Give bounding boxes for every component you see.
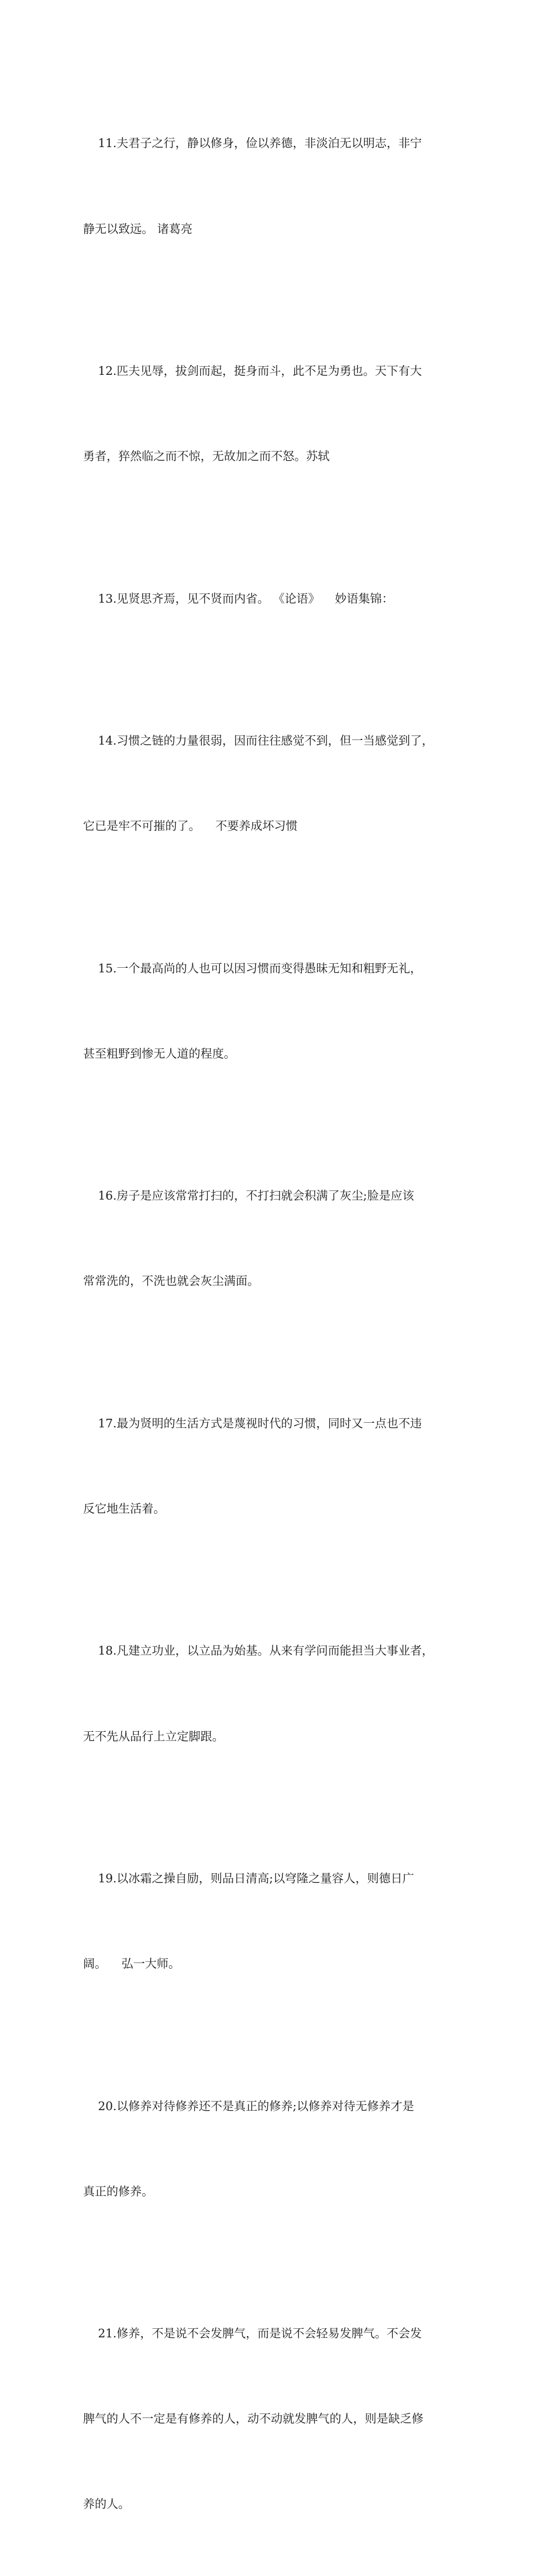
text-line: 脾气的人不一定是有修养的人，动不动就发脾气的人，则是缺乏修 <box>83 2412 424 2426</box>
paragraph-11 <box>83 73 468 300</box>
text-line: 它已是牢不可摧的了。 不要养成坏习惯 <box>83 819 298 833</box>
text-line: 16.房子是应该常常打扫的，不打扫就会积满了灰尘;脸是应该 <box>83 1189 415 1203</box>
text-line: 勇者，猝然临之而不惊，无故加之而不怒。苏轼 <box>83 449 330 464</box>
text-line: 反它地生活着。 <box>83 1501 165 1515</box>
text-line: 静无以致远。 诸葛亮 <box>83 221 193 236</box>
paragraph-16 <box>83 1125 468 1353</box>
text-line: 14.习惯之链的力量很弱，因而往往感觉不到，但一当感觉到了， <box>83 734 434 748</box>
paragraph-12 <box>83 300 468 528</box>
text-line: 11.夫君子之行，静以修身，俭以养德，非淡泊无以明志，非宁 <box>83 136 422 151</box>
text-line: 甚至粗野到惨无人道的程度。 <box>83 1046 236 1061</box>
paragraph-20 <box>83 2035 468 2263</box>
text-line: 阔。 弘一大师。 <box>83 1957 180 1971</box>
paragraph-21 <box>83 2263 468 2576</box>
document-body <box>83 73 468 2576</box>
paragraph-15 <box>83 897 468 1125</box>
paragraph-17 <box>83 1352 468 1580</box>
text-line: 无不先从品行上立定脚跟。 <box>83 1729 224 1743</box>
paragraph-18 <box>83 1580 468 1808</box>
text-line: 20.以修养对待修养还不是真正的修养;以修养对待无修养才是 <box>83 2099 415 2113</box>
paragraph-14 <box>83 670 468 898</box>
text-line: 常常洗的，不洗也就会灰尘满面。 <box>83 1274 259 1288</box>
text-line: 17.最为贤明的生活方式是蔑视时代的习惯，同时又一点也不违 <box>83 1416 422 1430</box>
text-line: 13.见贤思齐焉，见不贤而内省。 《论语》 妙语集锦： <box>83 591 394 606</box>
text-line: 19.以冰霜之操自励，则品日清高;以穹隆之量容人，则德日广 <box>83 1871 415 1886</box>
text-line: 18.凡建立功业，以立品为始基。从来有学问而能担当大事业者， <box>83 1644 434 1658</box>
paragraph-19 <box>83 1808 468 2036</box>
text-line: 养的人。 <box>83 2497 130 2511</box>
text-line: 12.匹夫见辱，拔剑而起，挺身而斗，此不足为勇也。天下有大 <box>83 364 422 378</box>
text-line: 15.一个最高尚的人也可以因习惯而变得愚昧无知和粗野无礼， <box>83 961 422 975</box>
paragraph-13 <box>83 528 468 670</box>
text-line: 21.修养，不是说不会发脾气，而是说不会轻易发脾气。不会发 <box>83 2326 422 2341</box>
text-line: 真正的修养。 <box>83 2184 153 2198</box>
